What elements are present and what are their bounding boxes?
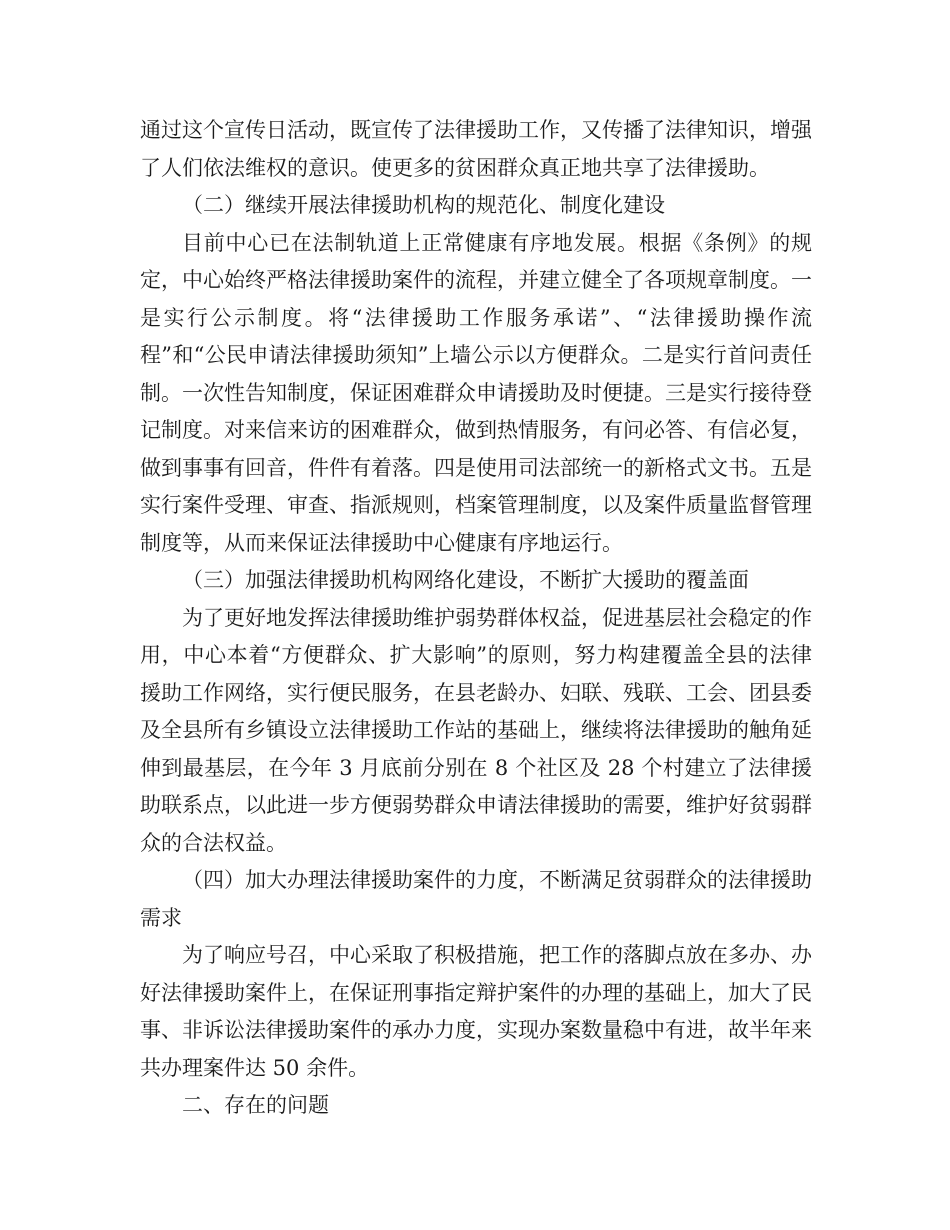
section-heading-problems: 二、存在的问题 xyxy=(182,1093,329,1117)
section-heading-3: （三）加强法律援助机构网络化建设，不断扩大援助的覆盖面 xyxy=(182,568,749,592)
paragraph-regulations: 目前中心已在法制轨道上正常健康有序地发展。根据《条例》的规定，中心始终严格法律援助案件的流程，并建立健全了各项规章制度。一是实行公示制度。将“法律援助工作服务承诺”、“法律援助操作流程”和“公民申请法律援助须知”上墙公示以方便群众。二是实行首问责任制。一次性告知制度，保证困难群众申请援助及时便捷。三是实行接待登记制度。对来信来访的困难群众，做到热情服务，有问必答、有信必复，做到事事有回音，件件有着落。四是使用司法部统一的新格式文书。五是实行案件受理、审查、指派规则，档案管理制度，以及案件质量监督管理制度等，从而来保证法律援助中心健康有序地运行。 xyxy=(140,230,812,555)
section-heading-4: （四）加大办理法律援助案件的力度，不断满足贫弱群众的法律援助需求 xyxy=(140,868,812,930)
paragraph-continuation: 通过这个宣传日活动，既宣传了法律援助工作，又传播了法律知识，增强了人们依法维权的意识。使更多的贫困群众真正地共享了法律援助。 xyxy=(140,118,812,180)
paragraph-cases: 为了响应号召，中心采取了积极措施，把工作的落脚点放在多办、办好法律援助案件上，在保证刑事指定辩护案件的办理的基础上，加大了民事、非诉讼法律援助案件的承办力度，实现办案数量稳中有进，故半年来共办理案件达 50 余件。 xyxy=(140,943,812,1080)
document-page xyxy=(140,112,812,1125)
paragraph-network: 为了更好地发挥法律援助维护弱势群体权益，促进基层社会稳定的作用，中心本着“方便群众、扩大影响”的原则，努力构建覆盖全县的法律援助工作网络，实行便民服务，在县老龄办、妇联、残联、工会、团县委及全县所有乡镇设立法律援助工作站的基础上，继续将法律援助的触角延伸到最基层，在今年 3 月底前分别在 8 个社区及 28 个村建立了法律援助联系点，以此进一步方便弱势群众申请法律援助的需要，维护好贫弱群众的合法权益。 xyxy=(140,605,812,855)
section-heading-2: （二）继续开展法律援助机构的规范化、制度化建设 xyxy=(182,193,665,217)
